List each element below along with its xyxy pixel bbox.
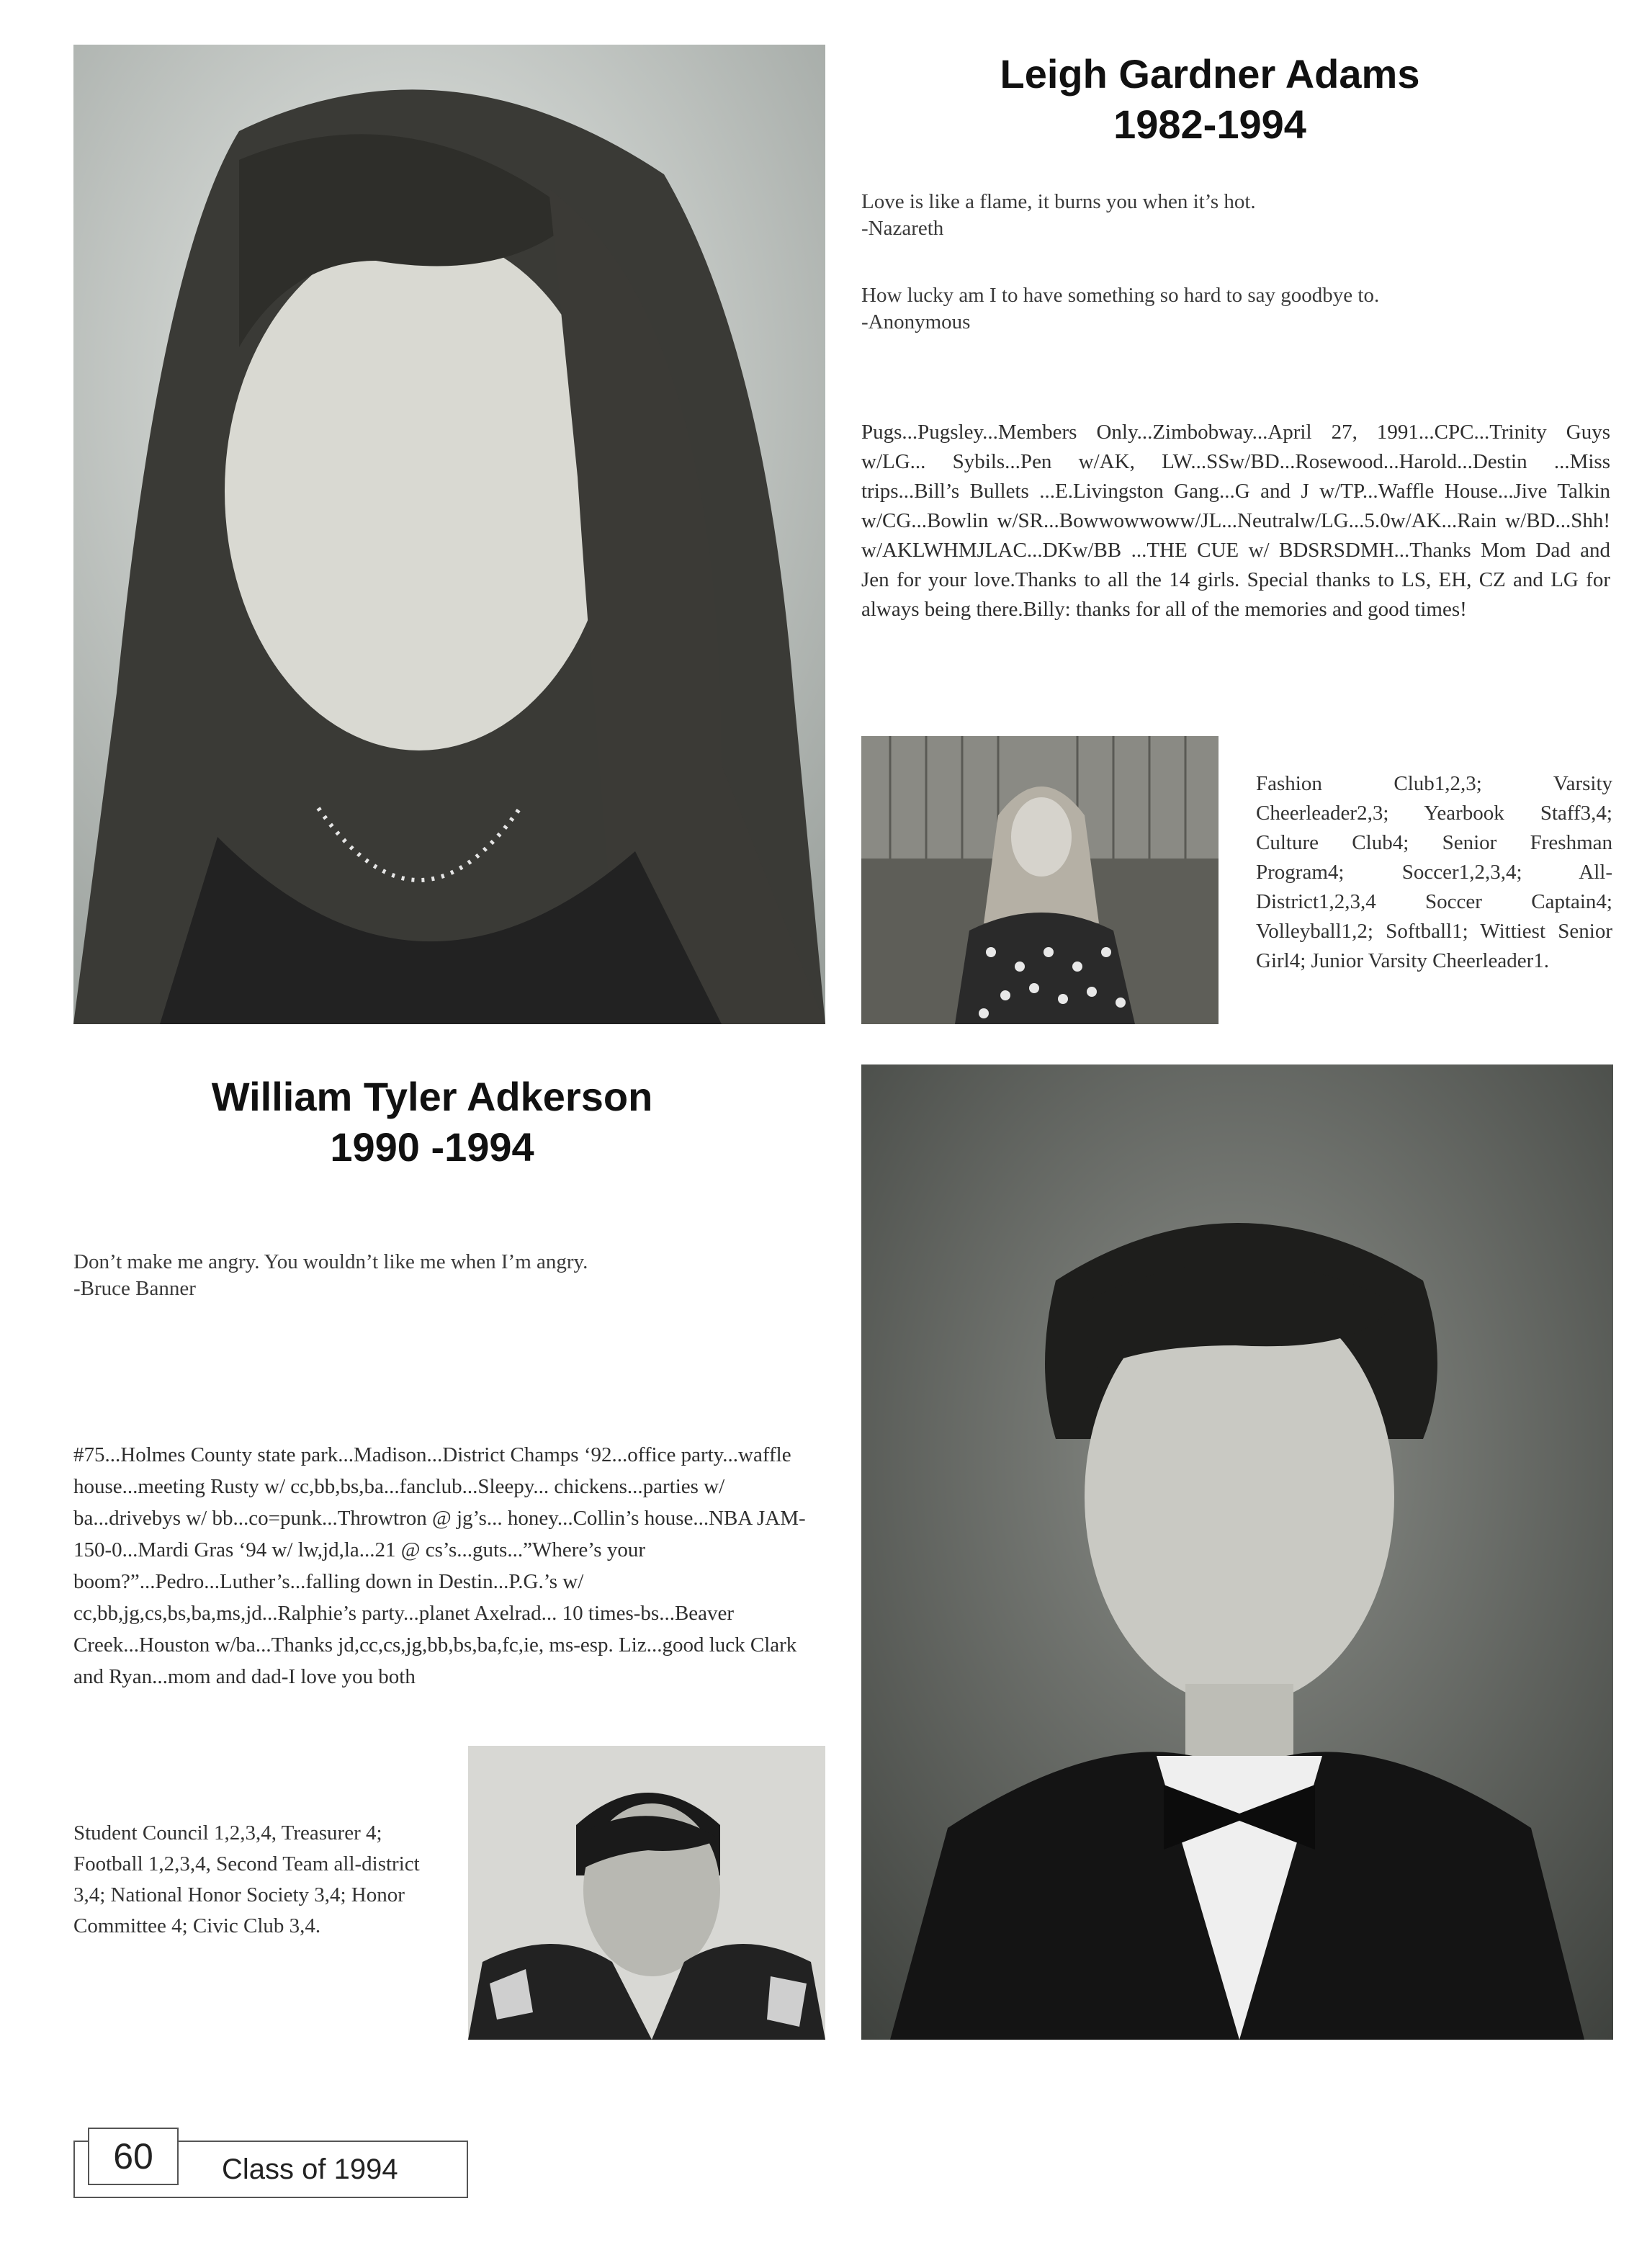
footer-class-label: Class of 1994	[222, 2153, 398, 2185]
quote-author: -Anonymous	[861, 310, 971, 333]
student-name-title	[166, 1072, 699, 1173]
activities-list: Fashion Club1,2,3; Varsity Cheerleader2,3; Yearbook Staff3,4; Culture Club4; Senior Freshman Program4; Soccer1,2,3,4; All-District1,2,3,4 Soccer Captain4; Volleyball1,2; Softball1; Wittiest Senior Girl4; Junior Varsity Cheerleader1.	[1256, 772, 1612, 972]
student-name-title	[850, 49, 1570, 150]
candid-photo-leigh-adams	[861, 736, 1219, 1024]
quote-author: -Nazareth	[861, 217, 944, 240]
student-name: William Tyler Adkerson	[211, 1074, 653, 1119]
page-number-box	[88, 2128, 179, 2185]
student-years: 1982-1994	[1113, 102, 1306, 147]
senior-memories-text: #75...Holmes County state park...Madison...District Champs ‘92...office party...waffle house...meeting Rusty w/ cc,bb,bs,ba...fanclub...Sleepy... chickens...parties w/ ba...drivebys w/ bb...co=punk...Throwtron @ jg’s... honey...Collin’s house...NBA JAM-150-0...Mardi Gras ‘94 w/ lw,jd,la...21 @ cs’s...guts...”Where’s your boom?”...Pedro...Luther’s...falling down in Destin...P.G.’s w/ cc,bb,jg,cs,bs,ba,ms,jd...Ralphie’s party...planet Axelrad... 10 times-bs...Beaver Creek...Houston w/ba...Thanks jd,cc,cs,jg,bb,bs,ba,fc,ie, ms-esp. Liz...good luck Clark and Ryan...mom and dad-I love you both	[73, 1443, 806, 1688]
candid-photo-william-adkerson	[468, 1746, 825, 2040]
senior-quote-block	[861, 189, 1617, 336]
student-years: 1990 -1994	[330, 1124, 534, 1170]
quote-text: Don’t make me angry. You wouldn’t like me when I’m angry.	[73, 1250, 588, 1273]
quote-text: Love is like a flame, it burns you when it’s hot.	[861, 190, 1256, 213]
student-name: Leigh Gardner Adams	[1000, 51, 1420, 97]
page-number: 60	[113, 2136, 153, 2177]
portrait-photo-leigh-adams	[73, 45, 825, 1024]
senior-quote-block	[73, 1249, 837, 1302]
activities-list: Student Council 1,2,3,4, Treasurer 4; Football 1,2,3,4, Second Team all-district 3,4; National Honor Society 3,4; Honor Committee 4; Civic Club 3,4.	[73, 1821, 420, 1937]
portrait-photo-william-adkerson	[861, 1064, 1613, 2040]
quote-text: How lucky am I to have something so hard to say goodbye to.	[861, 284, 1380, 307]
quote-author: -Bruce Banner	[73, 1277, 196, 1300]
senior-memories-text: Pugs...Pugsley...Members Only...Zimbobway...April 27, 1991...CPC...Trinity Guys w/LG... Sybils...Pen w/AK, LW...SSw/BD...Rosewood...Harold...Destin ...Miss trips...Bill’s Bullets ...E.Livingston Gang...G and J w/TP...Waffle House...Jive Talkin w/CG...Bowlin w/SR...Bowwowwoww/JL...Neutralw/LG...5.0w/AK...Rain w/BD...Shh! w/AKLWHMJLAC...DKw/BB ...THE CUE w/ BDSRSDMH...Thanks Mom Dad and Jen for your love.Thanks to all the 14 girls. Special thanks to LS, EH, CZ and LG for always being there.Billy: thanks for all of the memories and good times!	[861, 421, 1610, 621]
